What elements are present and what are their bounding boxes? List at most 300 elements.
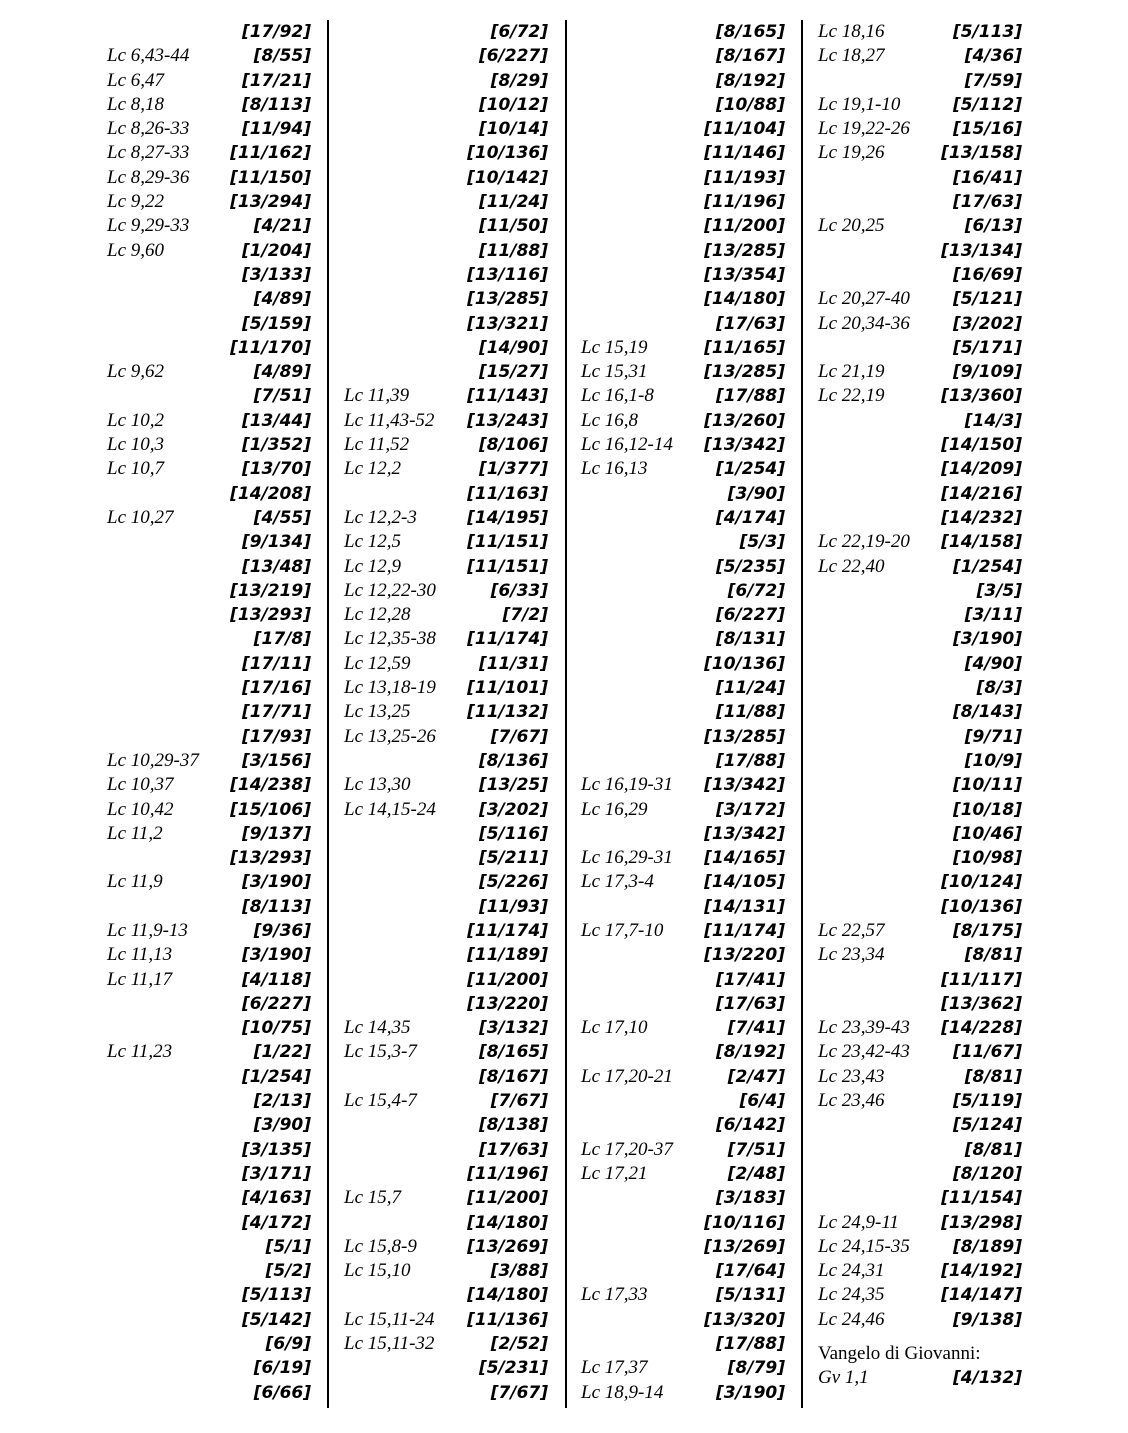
index-column-4: [818, 20, 1022, 1391]
index-entry: [581, 312, 785, 336]
verse-reference: Lc 14,35: [344, 1017, 411, 1039]
index-entry: [107, 627, 311, 651]
index-entry: [107, 1113, 311, 1137]
page-reference: [10/98]: [952, 848, 1022, 869]
index-entry: [818, 409, 1022, 433]
index-entry: [107, 725, 311, 749]
page-reference: [13/48]: [241, 556, 311, 577]
verse-reference: Lc 11,39: [344, 385, 410, 407]
page-reference: [17/63]: [952, 192, 1022, 213]
page-reference: [10/136]: [467, 143, 548, 164]
page-reference: [17/88]: [715, 386, 785, 407]
page-reference: [13/342]: [704, 823, 785, 844]
index-entry: [107, 579, 311, 603]
index-entry: [344, 579, 548, 603]
index-entry: [818, 992, 1022, 1016]
page-reference: [11/31]: [478, 653, 548, 674]
index-entry: [107, 506, 311, 530]
index-entry: [107, 166, 311, 190]
index-entry: [107, 1381, 311, 1405]
page-reference: [5/235]: [715, 556, 785, 577]
index-entry: [581, 93, 785, 117]
index-entry: [344, 117, 548, 141]
verse-reference: Lc 6,47: [107, 69, 164, 91]
index-entry: [107, 457, 311, 481]
column-divider: [565, 20, 567, 1408]
section-heading: Vangelo di Giovanni:: [818, 1343, 981, 1365]
index-entry: [581, 336, 785, 360]
page-reference: [3/135]: [241, 1139, 311, 1160]
page-reference: [5/1]: [265, 1236, 311, 1257]
index-entry: [344, 968, 548, 992]
index-entry: [581, 822, 785, 846]
index-entry: [581, 239, 785, 263]
page-reference: [13/321]: [467, 313, 548, 334]
index-entry: [344, 530, 548, 554]
index-entry: [344, 166, 548, 190]
index-entry: [818, 336, 1022, 360]
index-entry: [818, 287, 1022, 311]
index-entry: [107, 530, 311, 554]
index-entry: [344, 1283, 548, 1307]
verse-reference: Lc 15,10: [344, 1260, 411, 1282]
page-reference: [10/136]: [941, 896, 1022, 917]
page-reference: [14/158]: [941, 532, 1022, 553]
page-reference: [7/51]: [727, 1139, 785, 1160]
index-entry: [581, 700, 785, 724]
page-reference: [4/21]: [253, 216, 311, 237]
page-reference: [8/136]: [478, 750, 548, 771]
index-entry: [344, 69, 548, 93]
index-entry: [581, 627, 785, 651]
verse-reference: Lc 23,39-43: [818, 1017, 910, 1039]
index-entry: [581, 1283, 785, 1307]
page-reference: [9/137]: [241, 823, 311, 844]
index-entry: [581, 1138, 785, 1162]
page-reference: [7/51]: [253, 386, 311, 407]
page-reference: [11/104]: [704, 119, 785, 140]
index-entry: [581, 725, 785, 749]
index-entry: [344, 190, 548, 214]
page-reference: [14/180]: [467, 1212, 548, 1233]
index-entry: [107, 895, 311, 919]
index-entry: [581, 1065, 785, 1089]
index-entry: [818, 433, 1022, 457]
index-entry: [344, 141, 548, 165]
page-reference: [9/36]: [253, 920, 311, 941]
index-entry: [581, 1259, 785, 1283]
page-reference: [13/116]: [467, 264, 548, 285]
page-reference: [10/14]: [478, 119, 548, 140]
verse-reference: Lc 17,20-21: [581, 1065, 673, 1087]
index-entry: [818, 93, 1022, 117]
index-entry: [581, 263, 785, 287]
index-entry: [581, 1381, 785, 1405]
page-reference: [13/269]: [704, 1236, 785, 1257]
page-reference: [8/120]: [952, 1163, 1022, 1184]
page-reference: [15/106]: [230, 799, 311, 820]
page-reference: [3/5]: [976, 580, 1022, 601]
page-reference: [13/70]: [241, 459, 311, 480]
verse-reference: Lc 10,42: [107, 798, 174, 820]
page-reference: [13/243]: [467, 410, 548, 431]
page-reference: [6/227]: [241, 993, 311, 1014]
page-reference: [11/151]: [467, 532, 548, 553]
index-entry: [818, 943, 1022, 967]
page-reference: [13/293]: [230, 848, 311, 869]
page-reference: [8/143]: [952, 702, 1022, 723]
index-entry: [344, 1186, 548, 1210]
index-entry: [107, 239, 311, 263]
index-entry: [344, 287, 548, 311]
page-reference: [5/231]: [478, 1358, 548, 1379]
verse-reference: Lc 15,8-9: [344, 1235, 417, 1257]
page-reference: [3/11]: [964, 605, 1022, 626]
index-entry: [581, 457, 785, 481]
index-entry: [344, 1332, 548, 1356]
page-reference: [11/136]: [467, 1309, 548, 1330]
page-reference: [16/69]: [952, 264, 1022, 285]
page-reference: [5/2]: [265, 1261, 311, 1282]
page-reference: [10/9]: [964, 750, 1022, 771]
verse-reference: Lc 17,20-37: [581, 1138, 673, 1160]
verse-reference: Lc 12,2-3: [344, 506, 417, 528]
page-reference: [8/131]: [715, 629, 785, 650]
index-entry: [107, 943, 311, 967]
index-entry: [344, 1065, 548, 1089]
index-entry: [818, 652, 1022, 676]
verse-reference: Lc 24,35: [818, 1284, 885, 1306]
page-reference: [8/79]: [727, 1358, 785, 1379]
index-entry: [581, 919, 785, 943]
index-entry: [107, 312, 311, 336]
verse-reference: Lc 11,43-52: [344, 409, 435, 431]
index-entry: [344, 919, 548, 943]
index-entry: [581, 603, 785, 627]
page-reference: [3/156]: [241, 750, 311, 771]
index-entry: [818, 166, 1022, 190]
verse-reference: Lc 17,7-10: [581, 919, 664, 941]
page-reference: [14/208]: [230, 483, 311, 504]
page-reference: [4/172]: [241, 1212, 311, 1233]
index-entry: [581, 69, 785, 93]
index-entry: [107, 1089, 311, 1113]
page-reference: [4/132]: [952, 1368, 1022, 1389]
page-reference: [14/180]: [467, 1285, 548, 1306]
index-entry: [581, 749, 785, 773]
index-entry: [344, 749, 548, 773]
index-entry: [107, 263, 311, 287]
index-entry: [581, 384, 785, 408]
index-entry: [344, 676, 548, 700]
index-entry: [818, 117, 1022, 141]
page-reference: [10/116]: [704, 1212, 785, 1233]
index-entry: [107, 69, 311, 93]
page-reference: [6/33]: [490, 580, 548, 601]
page-reference: [3/88]: [490, 1261, 548, 1282]
page-reference: [8/165]: [478, 1042, 548, 1063]
index-entry: [818, 1259, 1022, 1283]
verse-reference: Lc 12,2: [344, 458, 401, 480]
verse-reference: Lc 22,19: [818, 385, 885, 407]
verse-reference: Lc 16,8: [581, 409, 638, 431]
page-reference: [5/113]: [952, 22, 1022, 42]
index-entry: [818, 579, 1022, 603]
page-reference: [14/147]: [941, 1285, 1022, 1306]
index-entry: [581, 433, 785, 457]
page-reference: [11/162]: [230, 143, 311, 164]
index-entry: [344, 336, 548, 360]
verse-reference: Lc 11,13: [107, 944, 173, 966]
index-entry: [581, 798, 785, 822]
page-reference: [8/165]: [715, 22, 785, 42]
index-entry: [107, 919, 311, 943]
index-entry: [344, 482, 548, 506]
page-reference: [14/131]: [704, 896, 785, 917]
page-reference: [3/202]: [478, 799, 548, 820]
verse-reference: Lc 16,13: [581, 458, 648, 480]
index-column-1: [107, 20, 311, 1405]
page-reference: [5/142]: [241, 1309, 311, 1330]
index-entry: [581, 190, 785, 214]
verse-reference: Lc 19,26: [818, 142, 885, 164]
index-entry: [818, 1308, 1022, 1332]
page-reference: [4/36]: [964, 46, 1022, 67]
page-reference: [11/200]: [467, 1188, 548, 1209]
page-reference: [11/200]: [704, 216, 785, 237]
index-entry: [818, 360, 1022, 384]
index-entry: [344, 1308, 548, 1332]
page-reference: [6/66]: [253, 1382, 311, 1403]
index-entry: [107, 1040, 311, 1064]
index-entry: [581, 1089, 785, 1113]
verse-reference: Lc 20,27-40: [818, 288, 910, 310]
verse-reference: Lc 23,43: [818, 1065, 885, 1087]
index-entry: [581, 943, 785, 967]
verse-reference: Lc 16,19-31: [581, 774, 673, 796]
index-entry: [818, 603, 1022, 627]
page-reference: [5/112]: [952, 94, 1022, 115]
index-entry: [581, 992, 785, 1016]
index-entry: [818, 870, 1022, 894]
page-reference: [11/154]: [941, 1188, 1022, 1209]
verse-reference: Lc 13,25: [344, 701, 411, 723]
index-entry: [344, 773, 548, 797]
index-entry: [344, 992, 548, 1016]
page-reference: [14/216]: [941, 483, 1022, 504]
verse-reference: Lc 17,10: [581, 1017, 648, 1039]
verse-reference: Lc 11,2: [107, 822, 163, 844]
page-reference: [11/174]: [704, 920, 785, 941]
index-entry: [581, 555, 785, 579]
index-entry: [581, 530, 785, 554]
page-reference: [2/52]: [490, 1334, 548, 1355]
verse-reference: Lc 18,9-14: [581, 1381, 664, 1403]
index-entry: [581, 870, 785, 894]
verse-reference: Lc 22,40: [818, 555, 885, 577]
verse-reference: Lc 12,59: [344, 652, 411, 674]
page-reference: [14/150]: [941, 435, 1022, 456]
page-reference: [17/16]: [241, 678, 311, 699]
index-entry: [581, 676, 785, 700]
index-entry: [107, 676, 311, 700]
verse-reference: Lc 20,25: [818, 215, 885, 237]
page-reference: [11/196]: [467, 1163, 548, 1184]
verse-reference: Lc 8,27-33: [107, 142, 190, 164]
index-entry: [581, 773, 785, 797]
page-reference: [9/71]: [964, 726, 1022, 747]
page-reference: [9/138]: [952, 1309, 1022, 1330]
index-entry: [818, 822, 1022, 846]
index-entry: [107, 773, 311, 797]
index-entry: [107, 1235, 311, 1259]
page-reference: [14/90]: [478, 337, 548, 358]
index-entry: [818, 798, 1022, 822]
index-entry: [581, 1113, 785, 1137]
index-entry: [818, 749, 1022, 773]
index-entry: [344, 846, 548, 870]
index-entry: [344, 725, 548, 749]
verse-reference: Lc 22,57: [818, 919, 885, 941]
page-reference: [7/59]: [964, 70, 1022, 91]
page-reference: [10/136]: [704, 653, 785, 674]
index-entry: [107, 798, 311, 822]
page-reference: [8/81]: [964, 945, 1022, 966]
page-reference: [4/163]: [241, 1188, 311, 1209]
page-reference: [15/16]: [952, 119, 1022, 140]
page-reference: [11/193]: [704, 167, 785, 188]
verse-reference: Lc 10,7: [107, 458, 164, 480]
verse-reference: Lc 17,21: [581, 1162, 648, 1184]
page-reference: [3/202]: [952, 313, 1022, 334]
page-reference: [11/67]: [952, 1042, 1022, 1063]
index-entry: [344, 20, 548, 44]
page-reference: [7/67]: [490, 1382, 548, 1403]
index-entry: [818, 676, 1022, 700]
page-reference: [14/195]: [467, 507, 548, 528]
page-reference: [8/167]: [478, 1066, 548, 1087]
index-entry: [818, 69, 1022, 93]
index-entry: [818, 482, 1022, 506]
page-reference: [13/360]: [941, 386, 1022, 407]
page-reference: [1/22]: [253, 1042, 311, 1063]
index-entry: [581, 895, 785, 919]
page-reference: [11/88]: [478, 240, 548, 261]
verse-reference: Lc 6,43-44: [107, 45, 190, 67]
page-reference: [11/24]: [715, 678, 785, 699]
page-reference: [13/285]: [704, 240, 785, 261]
index-entry: [581, 652, 785, 676]
index-entry: [818, 555, 1022, 579]
verse-reference: Lc 21,19: [818, 361, 885, 383]
index-entry: [581, 141, 785, 165]
page-reference: [17/63]: [478, 1139, 548, 1160]
index-entry: [344, 895, 548, 919]
index-entry: [344, 506, 548, 530]
page-reference: [5/124]: [952, 1115, 1022, 1136]
index-entry: [581, 1211, 785, 1235]
index-entry: [107, 700, 311, 724]
page-reference: [17/63]: [715, 313, 785, 334]
index-entry: [818, 1089, 1022, 1113]
page-reference: [13/44]: [241, 410, 311, 431]
verse-reference: Lc 13,18-19: [344, 677, 436, 699]
page-reference: [13/269]: [467, 1236, 548, 1257]
page-reference: [17/92]: [241, 22, 311, 42]
index-entry: [818, 725, 1022, 749]
page-reference: [6/142]: [715, 1115, 785, 1136]
page-reference: [10/12]: [478, 94, 548, 115]
page-reference: [14/228]: [941, 1018, 1022, 1039]
page-reference: [13/293]: [230, 605, 311, 626]
index-entry: [107, 1162, 311, 1186]
page-reference: [2/13]: [253, 1091, 311, 1112]
index-entry: [344, 1016, 548, 1040]
page-reference: [13/260]: [704, 410, 785, 431]
index-entry: [107, 1065, 311, 1089]
index-entry: [107, 141, 311, 165]
verse-reference: Lc 16,29-31: [581, 847, 673, 869]
page-reference: [8/192]: [715, 70, 785, 91]
verse-reference: Lc 14,15-24: [344, 798, 436, 820]
index-entry: [818, 895, 1022, 919]
page-reference: [14/238]: [230, 775, 311, 796]
verse-reference: Lc 22,19-20: [818, 531, 910, 553]
verse-reference: Lc 19,22-26: [818, 118, 910, 140]
page-reference: [17/8]: [253, 629, 311, 650]
page-reference: [1/254]: [241, 1066, 311, 1087]
page-reference: [14/180]: [704, 289, 785, 310]
page-reference: [3/190]: [241, 945, 311, 966]
index-entry: [581, 287, 785, 311]
index-entry: [344, 700, 548, 724]
page-reference: [6/72]: [490, 22, 548, 42]
column-divider: [801, 20, 803, 1408]
page-reference: [3/132]: [478, 1018, 548, 1039]
verse-reference: Lc 12,22-30: [344, 579, 436, 601]
page-reference: [3/171]: [241, 1163, 311, 1184]
index-entry: [344, 263, 548, 287]
page-reference: [5/159]: [241, 313, 311, 334]
index-entry: [818, 1211, 1022, 1235]
index-column-2: [344, 20, 548, 1405]
page-reference: [17/21]: [241, 70, 311, 91]
index-entry: [107, 1308, 311, 1332]
page-reference: [13/285]: [704, 726, 785, 747]
index-entry: [344, 384, 548, 408]
verse-reference: Lc 11,52: [344, 434, 410, 456]
page-reference: [17/11]: [241, 653, 311, 674]
index-entry: [107, 214, 311, 238]
column-divider: [327, 20, 329, 1408]
verse-reference: Lc 18,16: [818, 21, 885, 42]
verse-reference: Lc 9,62: [107, 361, 164, 383]
index-entry: [581, 214, 785, 238]
page-reference: [2/47]: [727, 1066, 785, 1087]
index-entry: [344, 1113, 548, 1137]
page-reference: [8/3]: [976, 678, 1022, 699]
page-reference: [13/298]: [941, 1212, 1022, 1233]
index-entry: [344, 239, 548, 263]
verse-reference: Lc 15,11-32: [344, 1333, 435, 1355]
index-entry: [581, 482, 785, 506]
page-reference: [8/167]: [715, 46, 785, 67]
verse-reference: Lc 8,29-36: [107, 166, 190, 188]
page-reference: [17/88]: [715, 1334, 785, 1355]
page-reference: [11/174]: [467, 629, 548, 650]
index-entry: [344, 457, 548, 481]
verse-reference: Lc 10,29-37: [107, 749, 199, 771]
